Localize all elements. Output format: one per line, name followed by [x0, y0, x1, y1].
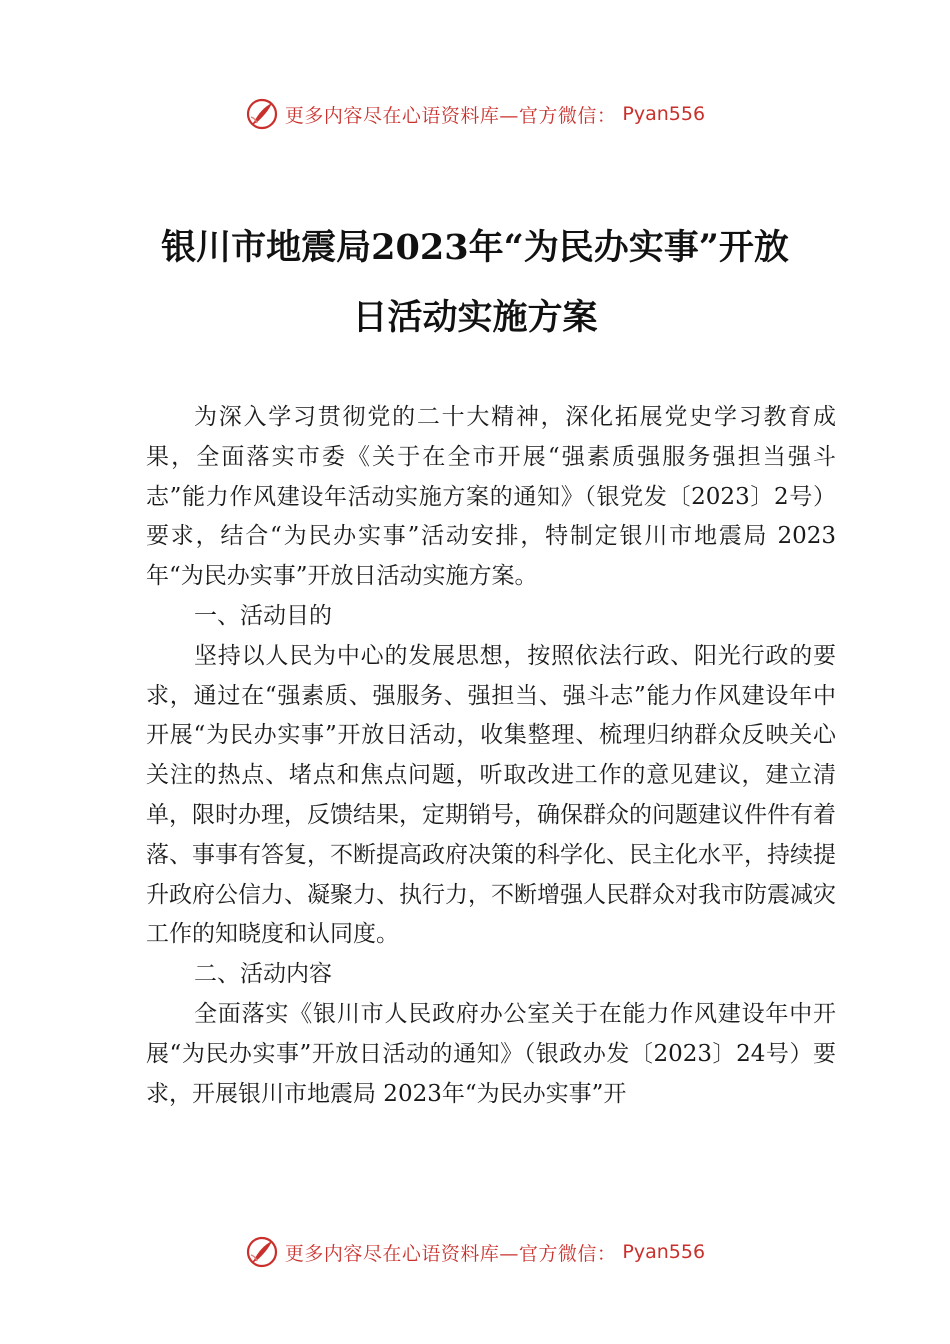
watermark-text: 更多内容尽在心语资料库—官方微信： [284, 104, 617, 127]
quill-logo-icon [245, 1235, 279, 1269]
watermark-wechat-id: Pyan556 [622, 1241, 706, 1263]
section-heading-content: 二、活动内容 [194, 961, 332, 988]
section-heading-purpose: 一、活动目的 [194, 602, 332, 629]
paragraph-purpose: 坚持以人民为中心的发展思想，按照依法行政、阳光行政的要求，通过在“强素质、强服务、强担当、强斗志”能力作风建设年中开展“为民办实事”开放日活动，收集整理、梳理归纳群众反映关心关注的热点、堵点和焦点问题，听取改进工作的意见建议，建立清单，限时办理，反馈结果，定期销号，确保群众的问题建议件件有着落、事事有答复，不断提高政府决策的科学化、民主化水平，持续提升政府公信力、凝聚力、执行力，不断增强人民群众对我市防震减灾工作的知晓度和认同度。 [146, 642, 836, 948]
document-body [146, 398, 836, 1114]
document-title-line-2: 日活动实施方案 [352, 297, 598, 338]
watermark-wechat-id: Pyan556 [622, 103, 706, 125]
paragraph-intro: 为深入学习贯彻党的二十大精神，深化拓展党史学习教育成果，全面落实市委《关于在全市开展“强素质强服务强担当强斗志”能力作风建设年活动实施方案的通知》（银党发〔2023〕2号）要求，结合“为民办实事”活动安排，特制定银川市地震局 2023年“为民办实事”开放日活动实施方案。 [146, 404, 836, 590]
document-title-line-1: 银川市地震局2023年“为民办实事”开放 [161, 227, 789, 268]
watermark-header [0, 94, 950, 134]
watermark-footer [0, 1232, 950, 1272]
quill-logo-icon [245, 97, 279, 131]
watermark-text: 更多内容尽在心语资料库—官方微信： [284, 1242, 617, 1265]
paragraph-content: 全面落实《银川市人民政府办公室关于在能力作风建设年中开展“为民办实事”开放日活动的通知》（银政办发〔2023〕24号）要求，开展银川市地震局 2023年“为民办实事”开 [146, 1000, 836, 1107]
